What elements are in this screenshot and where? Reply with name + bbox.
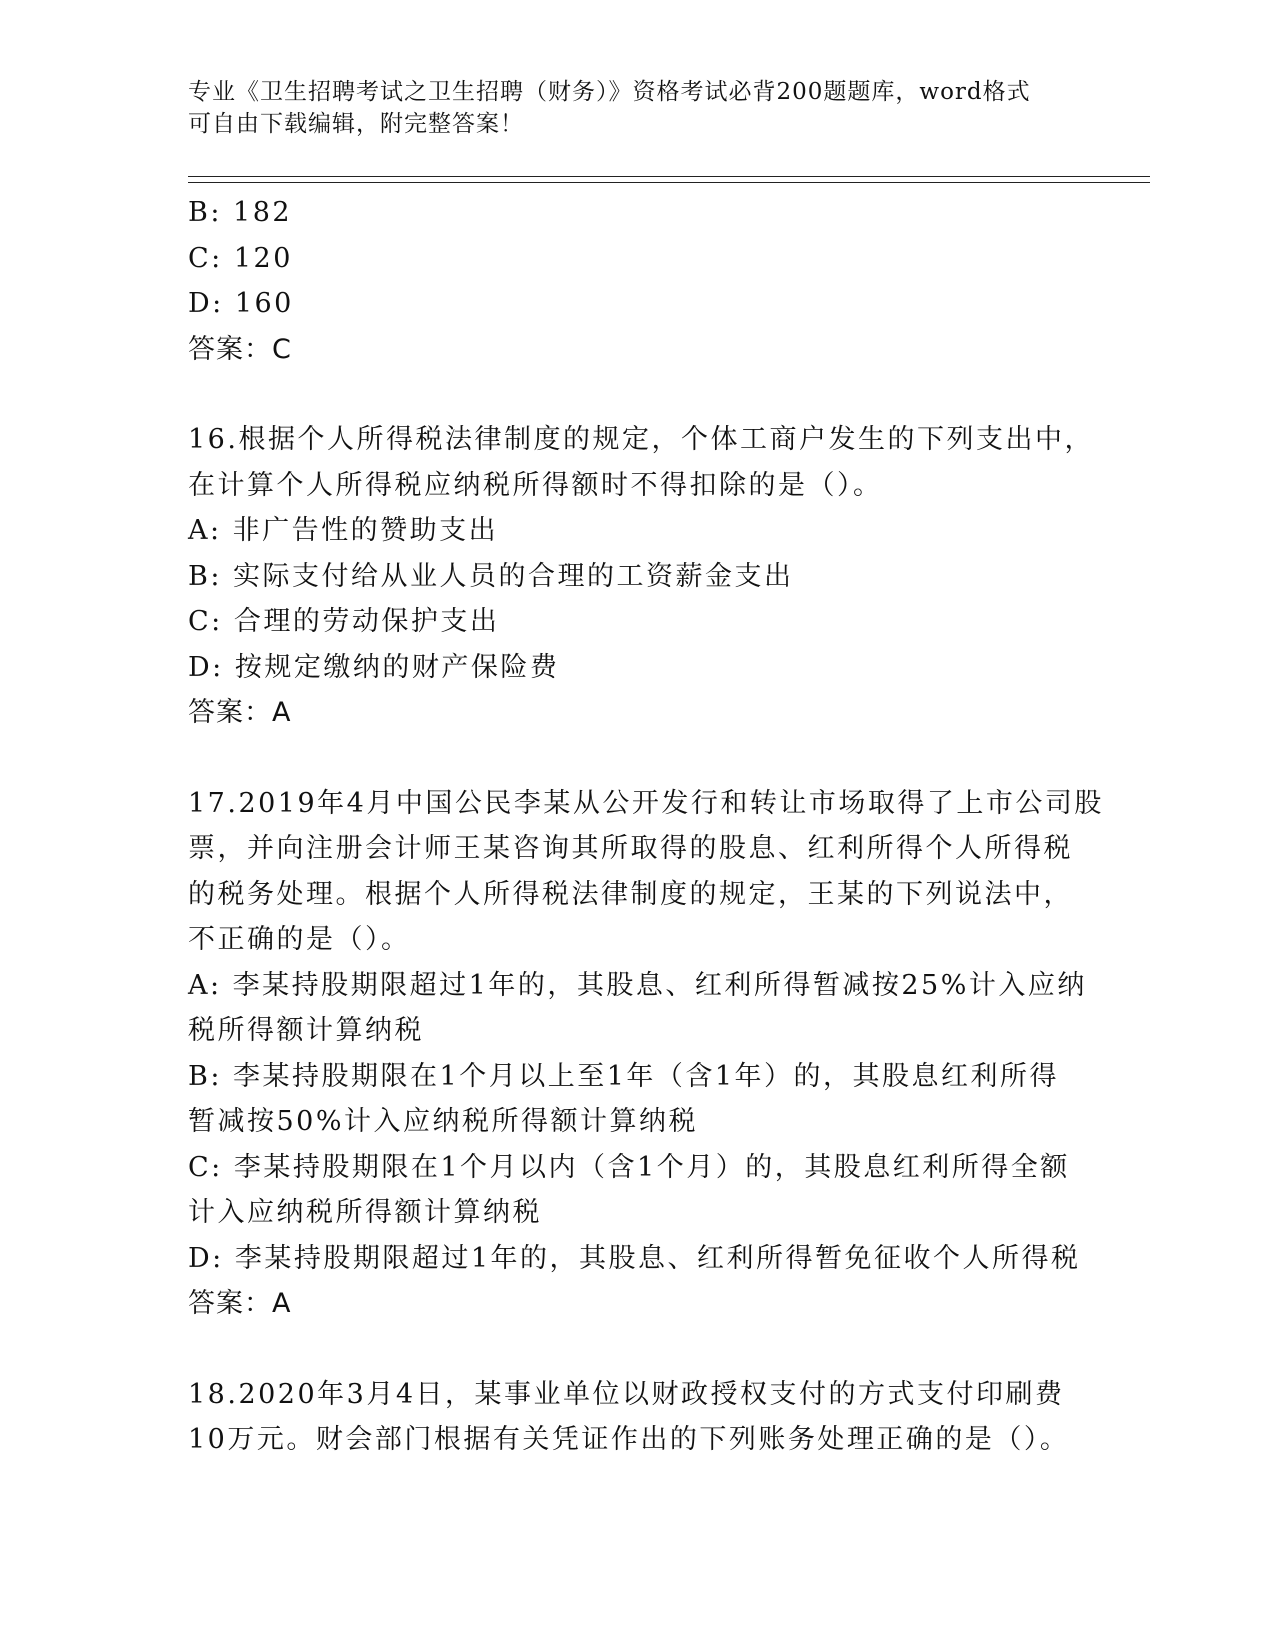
option-d: D: 李某持股期限超过1年的，其股息、红利所得暂免征收个人所得税 — [188, 1242, 1081, 1274]
question-stem: 10万元。财会部门根据有关凭证作出的下列账务处理正确的是（）。 — [188, 1424, 1070, 1455]
spacer — [188, 736, 1088, 781]
question-stem: 票，并向注册会计师王某咨询其所取得的股息、红利所得个人所得税 — [188, 833, 1073, 864]
option-a: 税所得额计算纳税 — [188, 1015, 424, 1046]
option-b: B: 182 — [188, 197, 293, 228]
option-d: D: 按规定缴纳的财产保险费 — [188, 651, 560, 683]
document-header — [188, 76, 1068, 140]
answer: 答案：A — [188, 1288, 292, 1319]
option-c: C: 李某持股期限在1个月以内（含1个月）的，其股息红利所得全额 — [188, 1151, 1070, 1183]
header-title-line-1: 专业《卫生招聘考试之卫生招聘（财务）》资格考试必背200题题库，word格式 — [188, 79, 1031, 105]
header-divider-top — [188, 176, 1150, 177]
answer: 答案：A — [188, 697, 292, 728]
question-stem: 16.根据个人所得税法律制度的规定，个体工商户发生的下列支出中， — [188, 424, 1094, 455]
question-list — [188, 190, 1104, 1463]
question-16 — [188, 417, 1094, 736]
option-b: 暂减按50%计入应纳税所得额计算纳税 — [188, 1106, 699, 1137]
option-a: A: 非广告性的赞助支出 — [188, 515, 499, 546]
question-15-tail — [188, 190, 1088, 372]
option-b: B: 实际支付给从业人员的合理的工资薪金支出 — [188, 560, 794, 592]
answer: 答案：C — [188, 333, 292, 365]
question-stem: 17.2019年4月中国公民李某从公开发行和转让市场取得了上市公司股 — [188, 787, 1104, 819]
option-b: B: 李某持股期限在1个月以上至1年（含1年）的，其股息红利所得 — [188, 1060, 1060, 1092]
spacer — [188, 372, 1088, 417]
header-divider-bottom — [188, 182, 1150, 183]
question-stem: 不正确的是（）。 — [188, 924, 411, 955]
header-title-line-2: 可自由下载编辑，附完整答案！ — [188, 111, 524, 137]
option-c: C: 合理的劳动保护支出 — [188, 606, 500, 637]
option-d: D: 160 — [188, 288, 294, 319]
question-17 — [188, 781, 1104, 1327]
spacer — [188, 1327, 1088, 1372]
question-18 — [188, 1372, 1088, 1463]
option-a: A: 李某持股期限超过1年的，其股息、红利所得暂减按25%计入应纳 — [188, 969, 1087, 1001]
question-stem: 在计算个人所得税应纳税所得额时不得扣除的是（）。 — [188, 469, 883, 501]
question-stem: 18.2020年3月4日，某事业单位以财政授权支付的方式支付印刷费 — [188, 1378, 1065, 1410]
question-stem: 的税务处理。根据个人所得税法律制度的规定，王某的下列说法中， — [188, 878, 1073, 910]
option-c: C: 120 — [188, 242, 293, 274]
option-c: 计入应纳税所得额计算纳税 — [188, 1197, 542, 1228]
